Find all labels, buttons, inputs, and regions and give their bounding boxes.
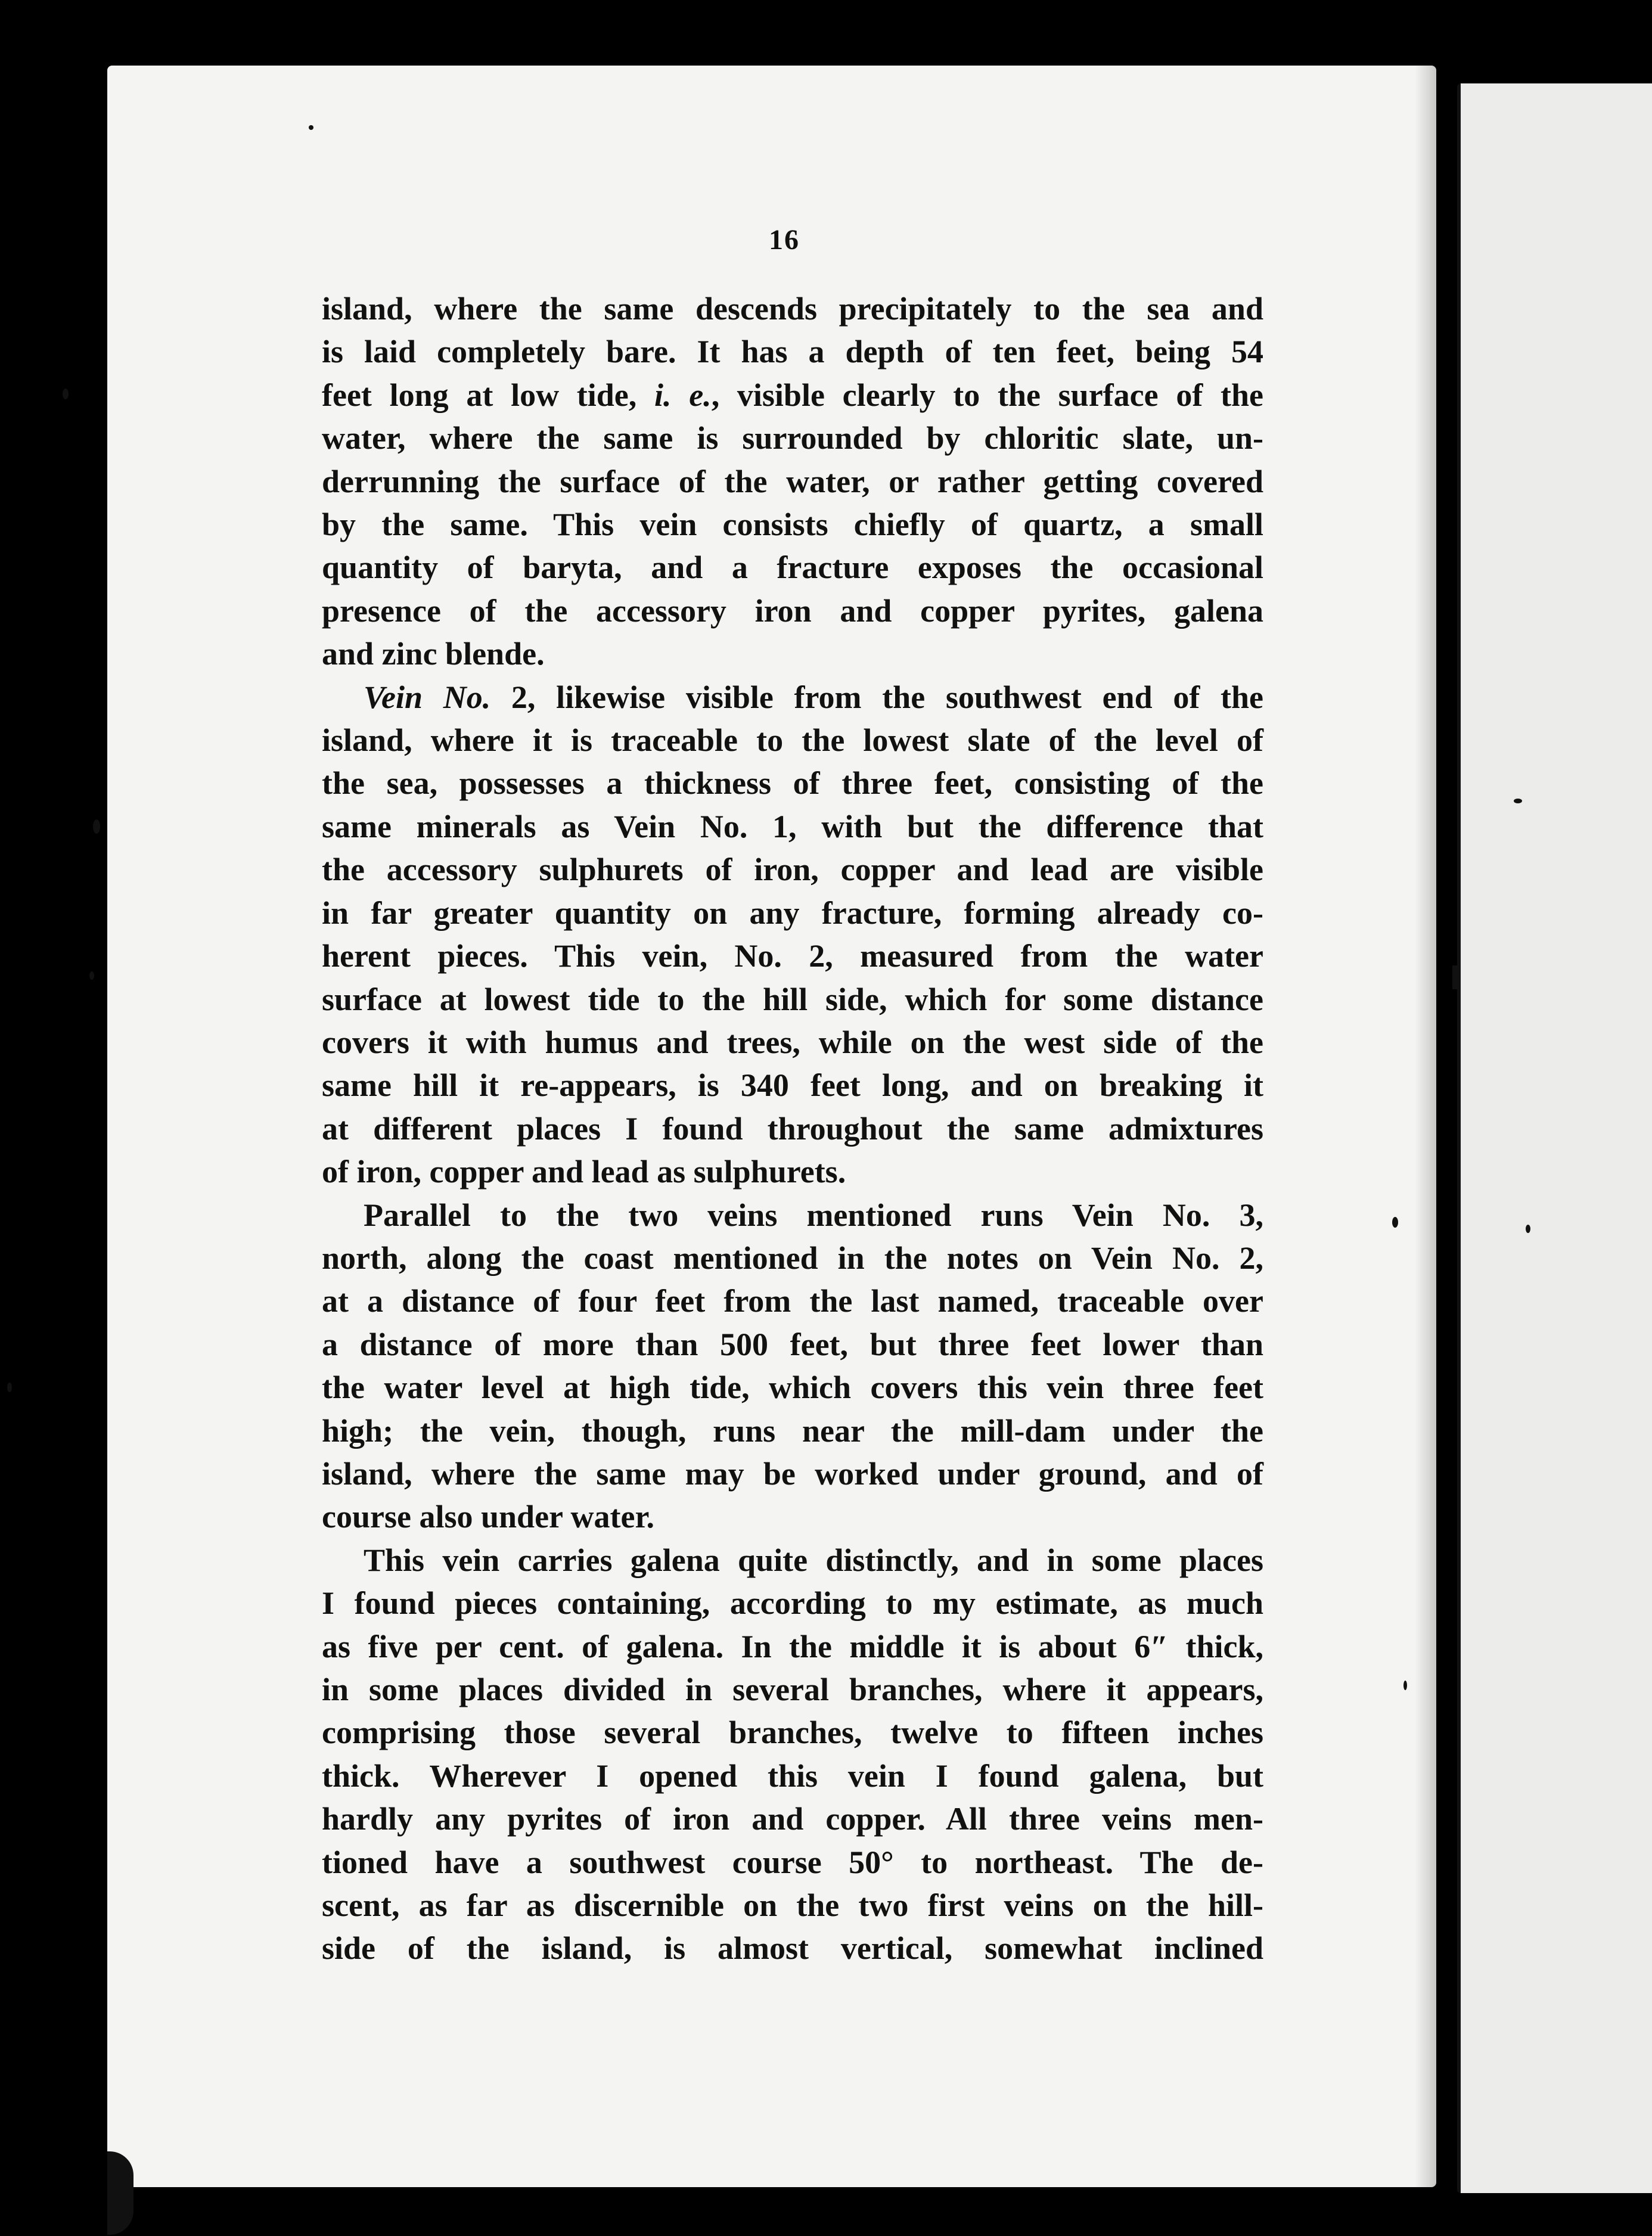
page-number: 16 bbox=[769, 224, 800, 256]
text-line: high; the vein, though, runs near the mill-dam under the bbox=[322, 1412, 1263, 1449]
text-line: at a distance of four feet from the last named, traceable over bbox=[322, 1283, 1263, 1319]
text-line: herent pieces. This vein, No. 2, measured from the water bbox=[322, 938, 1263, 974]
text-line: and zinc blende. bbox=[322, 636, 545, 672]
scan-speck bbox=[107, 2151, 133, 2235]
adjacent-page-edge bbox=[1457, 83, 1652, 2193]
text-line: water, where the same is surrounded by chloritic slate, un- bbox=[322, 420, 1263, 456]
text-line: as five per cent. of galena. In the middle it is about 6″ thick, bbox=[322, 1628, 1263, 1664]
text-line: island, where the same descends precipitately to the sea and bbox=[322, 291, 1263, 327]
text-line: island, where the same may be worked under ground, and of bbox=[322, 1455, 1263, 1492]
text-line: same hill it re-appears, is 340 feet long, and on breaking it bbox=[322, 1067, 1263, 1104]
text-line: surface at lowest tide to the hill side, which for some distance bbox=[322, 981, 1263, 1017]
text-line: scent, as far as discernible on the two first veins on the hill- bbox=[322, 1887, 1263, 1924]
text-line: This vein carries galena quite distinctly, and in some places bbox=[364, 1542, 1263, 1578]
scan-speck bbox=[93, 819, 100, 834]
text-line: the sea, possesses a thickness of three feet, consisting of the bbox=[322, 765, 1263, 802]
text-line: in some places divided in several branches, where it appears, bbox=[322, 1672, 1263, 1707]
scan-speck bbox=[1514, 799, 1522, 803]
text-line: hardly any pyrites of iron and copper. All three veins men- bbox=[322, 1801, 1263, 1837]
text-line: covers it with humus and trees, while on the west side of the bbox=[322, 1024, 1263, 1060]
text-line: Parallel to the two veins mentioned runs Vein No. 3, bbox=[364, 1197, 1263, 1233]
scan-speck bbox=[1403, 1681, 1407, 1690]
text-line: of iron, copper and lead as sulphurets. bbox=[322, 1154, 846, 1190]
text-line: thick. Wherever I opened this vein I found galena, but bbox=[322, 1757, 1263, 1794]
text-line: at different places I found throughout the same admixtures bbox=[322, 1110, 1263, 1147]
text-line: presence of the accessory iron and copper pyrites, galena bbox=[322, 592, 1263, 629]
page-body-text bbox=[322, 287, 1263, 1970]
text-line: the water level at high tide, which covers this vein three feet bbox=[322, 1369, 1263, 1406]
text-line: derrunning the surface of the water, or rather getting covered bbox=[322, 463, 1263, 499]
scan-speck bbox=[309, 125, 313, 130]
text-line: course also under water. bbox=[322, 1499, 654, 1535]
text-line: in far greater quantity on any fracture, forming already co- bbox=[322, 895, 1263, 931]
text-line: Vein No. 2, likewise visible from the southwest end of the bbox=[364, 679, 1263, 715]
scan-speck bbox=[7, 1383, 12, 1392]
text-line: side of the island, is almost vertical, somewhat inclined bbox=[322, 1930, 1263, 1967]
scan-speck bbox=[63, 389, 69, 399]
text-line: comprising those several branches, twelve to fifteen inches bbox=[322, 1715, 1263, 1751]
text-line: same minerals as Vein No. 1, with but the difference that bbox=[322, 808, 1263, 844]
text-line: tioned have a southwest course 50° to northeast. The de- bbox=[322, 1844, 1263, 1880]
text-line: the accessory sulphurets of iron, copper and lead are visible bbox=[322, 852, 1263, 888]
text-line: quantity of baryta, and a fracture exposes the occasional bbox=[322, 549, 1263, 586]
scan-speck bbox=[89, 971, 94, 980]
text-line: is laid completely bare. It has a depth of ten feet, being 54 bbox=[322, 334, 1263, 370]
text-line: I found pieces containing, according to my estimate, as much bbox=[322, 1585, 1263, 1622]
page-fold-mark bbox=[1452, 965, 1461, 989]
scan-speck bbox=[1392, 1217, 1398, 1228]
text-line: island, where it is traceable to the lowest slate of the level of bbox=[322, 722, 1263, 759]
text-line: feet long at low tide, i. e., visible clearly to the surface of the bbox=[322, 377, 1263, 413]
text-line: north, along the coast mentioned in the notes on Vein No. 2, bbox=[322, 1240, 1263, 1276]
text-line: a distance of more than 500 feet, but three feet lower than bbox=[322, 1326, 1263, 1362]
scan-speck bbox=[1526, 1225, 1530, 1233]
text-line: by the same. This vein consists chiefly of quartz, a small bbox=[322, 507, 1263, 543]
